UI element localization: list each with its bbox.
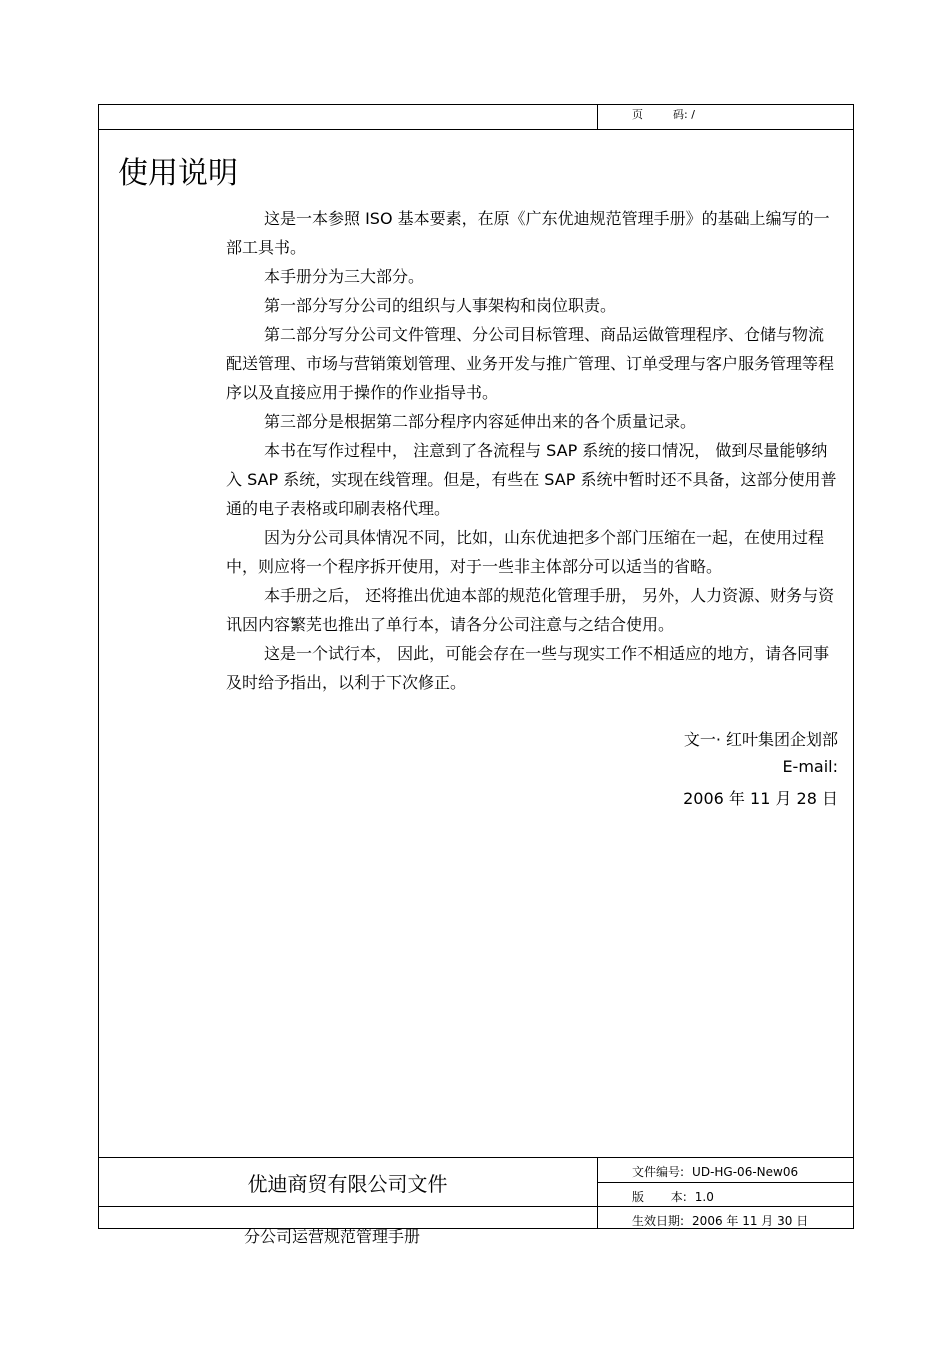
manual-name: 分公司运营规范管理手册 [244,1227,421,1246]
version-value: 1.0 [694,1190,714,1204]
body-text [226,204,838,697]
version-label: 版 本: [632,1190,687,1204]
version [632,1188,714,1205]
page-title: 使用说明 [118,156,238,191]
signature-date: 2006 年 11 月 28 日 [683,789,838,808]
footer-row-divider [98,1206,597,1207]
signature-email: E-mail: [782,757,838,776]
effective-date-label: 生效日期: [632,1214,685,1228]
doc-number-label: 文件编号: [632,1165,685,1179]
paragraph: 因为分公司具体情况不同，比如，山东优迪把多个部门压缩在一起，在使用过程中，则应将一个程序拆开使用，对于一些非主体部分可以适当的省略。 [226,528,825,576]
header-column-divider [597,104,598,130]
page-number [632,106,695,122]
page-number-value: 码: / [673,108,695,121]
doc-number-value: UD-HG-06-New06 [692,1165,799,1179]
doc-number [632,1163,798,1180]
paragraph: 这是一个试行本， 因此，可能会存在一些与现实工作不相适应的地方，请各同事及时给予指出，以利于下次修正。 [226,644,830,692]
paragraph: 第一部分写分公司的组织与人事架构和岗位职责。 [264,296,617,315]
paragraph: 第三部分是根据第二部分程序内容延伸出来的各个质量记录。 [264,412,697,431]
paragraph: 本书在写作过程中， 注意到了各流程与 SAP 系统的接口情况， 做到尽量能够纳入 SAP 系统，实现在线管理。但是，有些在 SAP 系统中暂时还不具备，这部分使用普通的电子表格或印刷表格代理。 [226,441,837,518]
signature-author: 文一· 红叶集团企划部 [683,730,838,749]
paragraph: 本手册分为三大部分。 [264,267,425,286]
page-number-label: 页 [632,108,643,121]
paragraph: 本手册之后， 还将推出优迪本部的规范化管理手册， 另外，人力资源、财务与资讯因内容繁芜也推出了单行本，请各分公司注意与之结合使用。 [226,586,835,634]
paragraph: 这是一本参照 ISO 基本要素，在原《广东优迪规范管理手册》的基础上编写的一部工具书。 [226,209,830,257]
header-divider [98,129,854,130]
effective-date-value: 2006 年 11 月 30 日 [692,1214,809,1228]
footer-meta-divider [597,1206,854,1207]
footer-meta-divider [597,1182,854,1183]
paragraph: 第二部分写分公司文件管理、分公司目标管理、商品运做管理程序、仓储与物流配送管理、市场与营销策划管理、业务开发与推广管理、订单受理与客户服务管理等程序以及直接应用于操作的作业指导书。 [226,325,835,402]
footer-divider [98,1157,854,1158]
company-name: 优迪商贸有限公司文件 [247,1172,448,1196]
footer-column-divider [597,1157,598,1229]
effective-date [632,1212,808,1229]
